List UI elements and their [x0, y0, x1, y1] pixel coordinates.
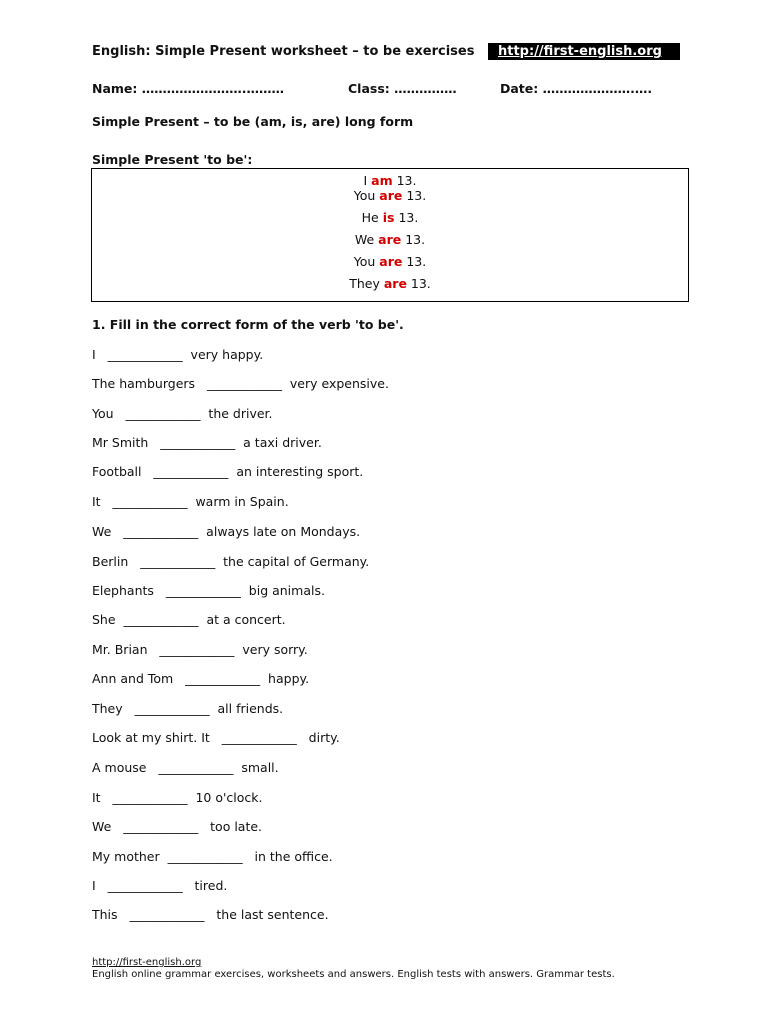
- footer-text: English online grammar exercises, worksheets and answers. English tests with answers. Grammar tests.: [92, 969, 615, 980]
- exercise-item: I ____________ tired.: [92, 878, 228, 893]
- exercise-item: Elephants ____________ big animals.: [92, 583, 325, 598]
- verb-form: are: [379, 254, 403, 269]
- exercise-item: They ____________ all friends.: [92, 701, 284, 716]
- exercise-item: Look at my shirt. It ____________ dirty.: [92, 730, 340, 745]
- exercise-item: My mother ____________ in the office.: [92, 849, 333, 864]
- exercise-item: Mr Smith ____________ a taxi driver.: [92, 435, 322, 450]
- exercise-item: The hamburgers ____________ very expensive.: [92, 376, 389, 391]
- verb-form: are: [378, 232, 402, 247]
- exercise-item: She ____________ at a concert.: [92, 612, 286, 627]
- verb-form: are: [379, 188, 403, 203]
- exercise-item: We ____________ always late on Mondays.: [92, 524, 361, 539]
- worksheet-title: English: Simple Present worksheet – to be exercises: [92, 44, 475, 59]
- exercise-item: You ____________ the driver.: [92, 406, 273, 421]
- verb-form: am: [371, 173, 393, 188]
- conjugation-row: He is 13.: [361, 210, 419, 225]
- footer-link[interactable]: http://first-english.org: [92, 957, 202, 968]
- exercise-item: Ann and Tom ____________ happy.: [92, 671, 310, 686]
- verb-form: is: [382, 210, 395, 225]
- exercise-item: Football ____________ an interesting sport.: [92, 464, 364, 479]
- date-field: Date: ………………….….: [500, 81, 653, 96]
- conjugation-row: They are 13.: [349, 276, 431, 291]
- conjugation-row: You are 13.: [353, 188, 427, 203]
- header-url-link[interactable]: http://first-english.org: [498, 44, 662, 59]
- name-field: Name: …………………….………: [92, 81, 284, 96]
- exercise-item: Mr. Brian ____________ very sorry.: [92, 642, 308, 657]
- exercise-heading: 1. Fill in the correct form of the verb 'to be'.: [92, 317, 404, 332]
- conjugation-row: You are 13.: [353, 254, 427, 269]
- exercise-item: It ____________ warm in Spain.: [92, 494, 289, 509]
- box-heading: Simple Present 'to be':: [92, 152, 253, 167]
- conjugation-row: I am 13.: [363, 173, 417, 188]
- class-field: Class: ……………: [348, 81, 457, 96]
- header-url-banner[interactable]: [488, 43, 680, 60]
- worksheet-subtitle: Simple Present – to be (am, is, are) long form: [92, 114, 414, 129]
- exercise-item: A mouse ____________ small.: [92, 760, 279, 775]
- exercise-item: We ____________ too late.: [92, 819, 263, 834]
- exercise-item: This ____________ the last sentence.: [92, 907, 329, 922]
- exercise-item: It ____________ 10 o'clock.: [92, 790, 263, 805]
- exercise-item: I ____________ very happy.: [92, 347, 264, 362]
- conjugation-box: [91, 168, 689, 302]
- conjugation-row: We are 13.: [354, 232, 426, 247]
- verb-form: are: [383, 276, 407, 291]
- exercise-item: Berlin ____________ the capital of Germany.: [92, 554, 370, 569]
